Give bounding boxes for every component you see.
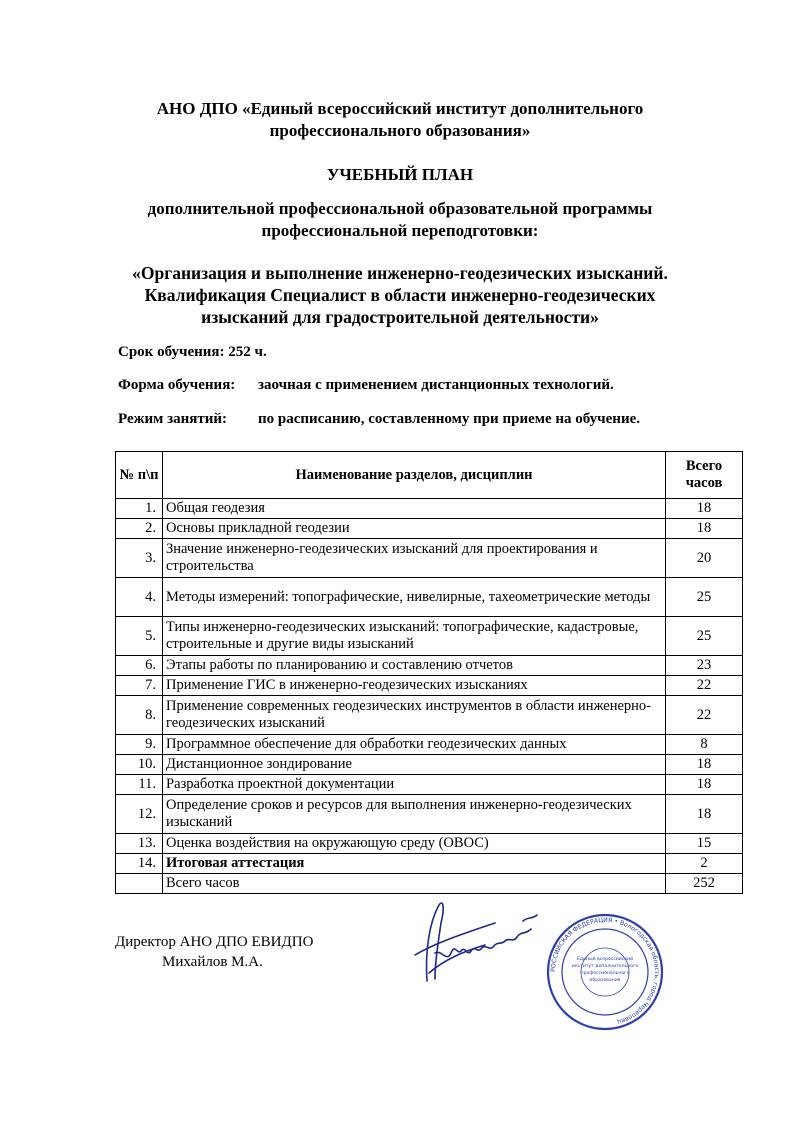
- table-row: [116, 854, 743, 874]
- total-label: Всего часов: [163, 874, 666, 894]
- header-hours: Всего часов: [666, 452, 743, 499]
- header-discipline: Наименование разделов, дисциплин: [163, 452, 666, 499]
- row-hours: 18: [666, 775, 743, 795]
- table-row: [116, 735, 743, 755]
- total-row: [116, 874, 743, 894]
- row-number: 1.: [116, 499, 163, 519]
- row-discipline: Общая геодезия: [163, 499, 666, 519]
- table-row: [116, 617, 743, 656]
- table-body: [116, 499, 743, 894]
- row-discipline: Оценка воздействия на окружающую среду (ОВОС): [163, 834, 666, 854]
- study-form-value: заочная с применением дистанционных технологий.: [258, 377, 614, 393]
- table-row: [116, 499, 743, 519]
- row-number: 3.: [116, 539, 163, 578]
- row-hours: 22: [666, 696, 743, 735]
- table-row: [116, 775, 743, 795]
- table-row: [116, 795, 743, 834]
- curriculum-table: [115, 451, 743, 894]
- study-mode-value: по расписанию, составленному при приеме на обучение.: [258, 411, 640, 427]
- row-number: 12.: [116, 795, 163, 834]
- row-discipline: Значение инженерно-геодезических изысканий для проектирования и строительства: [163, 539, 666, 578]
- row-number: 10.: [116, 755, 163, 775]
- row-discipline: Дистанционное зондирование: [163, 755, 666, 775]
- row-hours: 23: [666, 656, 743, 676]
- svg-text:Единый всероссийский: Единый всероссийский: [576, 957, 634, 962]
- table-row: [116, 578, 743, 617]
- row-hours: 18: [666, 795, 743, 834]
- seal-icon: [545, 912, 665, 1032]
- row-hours: 18: [666, 499, 743, 519]
- table-row: [116, 834, 743, 854]
- row-hours: 2: [666, 854, 743, 874]
- row-number: 7.: [116, 676, 163, 696]
- row-discipline: Определение сроков и ресурсов для выполнения инженерно-геодезических изысканий: [163, 795, 666, 834]
- row-hours: 8: [666, 735, 743, 755]
- table-row: [116, 676, 743, 696]
- row-number: 4.: [116, 578, 163, 617]
- row-discipline: Применение ГИС в инженерно-геодезических изысканиях: [163, 676, 666, 696]
- row-number: 9.: [116, 735, 163, 755]
- study-form: [118, 377, 614, 394]
- row-number: 14.: [116, 854, 163, 874]
- director-name: Михайлов М.А.: [162, 954, 263, 970]
- signature-icon: [405, 893, 545, 993]
- program-name: «Организация и выполнение инженерно-геодезических изысканий. Квалификация Специалист в области инженерно-геодезических изысканий для градостроительной деятельности»: [132, 263, 668, 327]
- row-hours: 20: [666, 539, 743, 578]
- row-discipline: Программное обеспечение для обработки геодезических данных: [163, 735, 666, 755]
- table-row: [116, 656, 743, 676]
- row-discipline: Методы измерений: топографические, нивелирные, тахеометрические методы: [163, 578, 666, 617]
- row-discipline: Этапы работы по планированию и составлению отчетов: [163, 656, 666, 676]
- document-title: УЧЕБНЫЙ ПЛАН: [326, 165, 474, 184]
- row-discipline: Типы инженерно-геодезических изысканий: топографические, кадастровые, строительные и другие виды изысканий: [163, 617, 666, 656]
- table-header-row: [116, 452, 743, 499]
- organization-name: АНО ДПО «Единый всероссийский институт дополнительного профессионального образования»: [156, 99, 644, 140]
- row-number: 6.: [116, 656, 163, 676]
- row-discipline: Разработка проектной документации: [163, 775, 666, 795]
- row-hours: 18: [666, 519, 743, 539]
- row-hours: 22: [666, 676, 743, 696]
- seal-outer-text: РОССИЙСКАЯ ФЕДЕРАЦИЯ • Вологодская область, город Череповец: [549, 916, 661, 1026]
- row-hours: 18: [666, 755, 743, 775]
- row-hours: 25: [666, 578, 743, 617]
- row-number: 13.: [116, 834, 163, 854]
- row-discipline: Применение современных геодезических инструментов в области инженерно-геодезических изысканий: [163, 696, 666, 735]
- row-number: 11.: [116, 775, 163, 795]
- row-discipline: Итоговая аттестация: [163, 854, 666, 874]
- svg-text:институт дополнительного: институт дополнительного: [571, 964, 639, 969]
- row-number: 5.: [116, 617, 163, 656]
- svg-text:образования: образования: [589, 978, 621, 983]
- row-hours: 25: [666, 617, 743, 656]
- row-number: 2.: [116, 519, 163, 539]
- study-mode-label: Режим занятий:: [118, 411, 228, 427]
- row-number: 8.: [116, 696, 163, 735]
- director-title: Директор АНО ДПО ЕВИДПО: [115, 934, 314, 950]
- table-row: [116, 755, 743, 775]
- total-hours: 252: [666, 874, 743, 894]
- row-hours: 15: [666, 834, 743, 854]
- svg-text:профессионального: профессионального: [580, 971, 630, 976]
- program-type: дополнительной профессиональной образовательной программы профессиональной переподготовки:: [147, 199, 653, 240]
- director-block: [115, 932, 313, 972]
- table-row: [116, 539, 743, 578]
- study-mode: [118, 411, 640, 428]
- study-duration: Срок обучения: 252 ч.: [118, 344, 267, 360]
- table-row: [116, 696, 743, 735]
- header-number: № п\п: [116, 452, 163, 499]
- table-row: [116, 519, 743, 539]
- total-number: [116, 874, 163, 894]
- study-form-label: Форма обучения:: [118, 377, 236, 393]
- row-discipline: Основы прикладной геодезии: [163, 519, 666, 539]
